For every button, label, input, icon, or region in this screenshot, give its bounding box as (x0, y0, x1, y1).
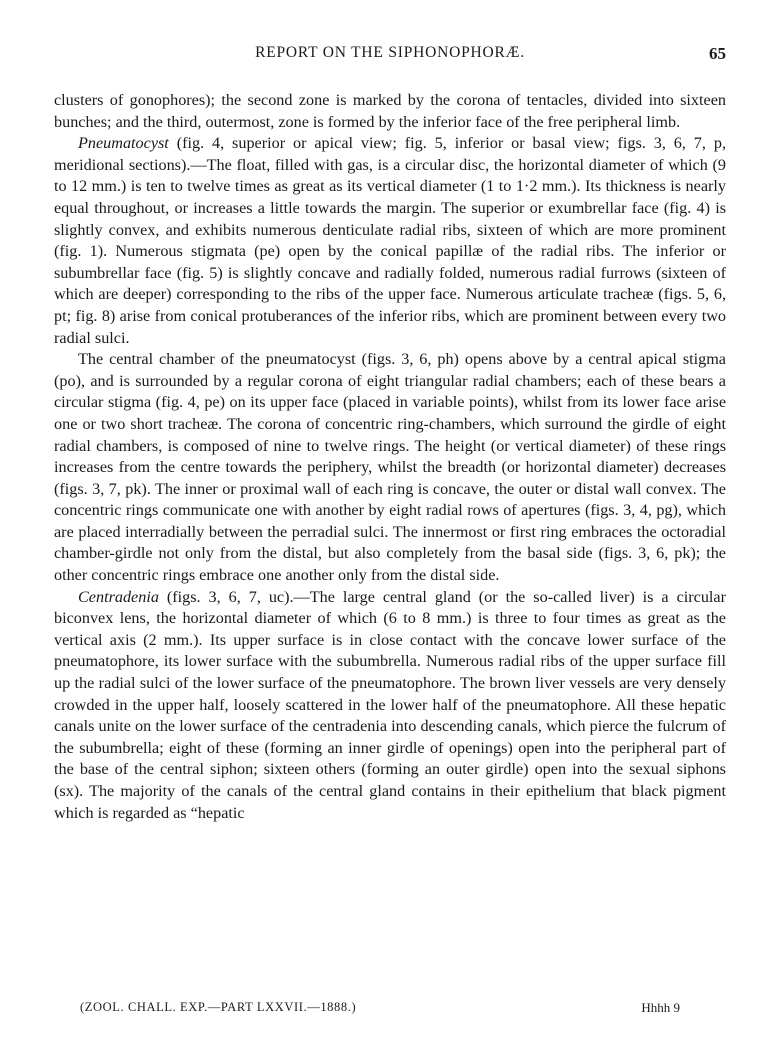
paragraph-text: clusters of gonophores); the second zone is marked by the corona of tentacles, divided into sixteen bunches; and the third, outermost, zone is formed by the inferior face of the free peripheral limb. (54, 91, 726, 131)
paragraph-pneumatocyst (54, 133, 726, 349)
section-term: Centradenia (78, 587, 159, 606)
footer-citation: (ZOOL. CHALL. EXP.—PART LXXVII.—1888.) (80, 1000, 357, 1014)
paragraph-text: (figs. 3, 6, 7, uc).—The large central gland (or the so-called liver) is a circular biconvex lens, the horizontal diameter of which (6 to 8 mm.) is three to four times as great as the vertical axis (2 mm.). Its upper surface is in close contact with the concave lower surface of the pneumatophore, its lower surface with the subumbrella. Numerous radial ribs of the upper surface fill up the radial sulci of the lower surface of the pneumatophore. The brown liver vessels are very densely crowded in the upper half, loosely scattered in the lower half of the pneumatophore. All these hepatic canals unite on the lower surface of the centradenia into descending canals, which pierce the fulcrum of the subumbrella; eight of these (forming an inner girdle of openings) open into the peripheral part of the base of the central siphon; sixteen others (forming an outer girdle) open into the sexual siphons (sx). The majority of the canals of the central gland contains in their epithelium that black pigment which is regarded as “hepatic (54, 587, 726, 822)
body-text (54, 90, 726, 824)
paragraph-centradenia (54, 587, 726, 825)
signature-mark: Hhhh 9 (641, 1000, 680, 1015)
page-number: 65 (709, 44, 726, 63)
paragraph-continuation (54, 90, 726, 133)
paragraph-text: The central chamber of the pneumatocyst (figs. 3, 6, ph) opens above by a central apical stigma (po), and is surrounded by a regular corona of eight triangular radial chambers; each of these bears a circular stigma (fig. 4, pe) on its upper face (placed in variable points), whilst from its lower face arise one or two short tracheæ. The corona of concentric ring-chambers, which surround the girdle of eight radial chambers, is composed of nine to twelve rings. The height (or vertical diameter) of these rings increases from the centre towards the periphery, whilst the breadth (or horizontal diameter) decreases (figs. 3, 7, pk). The inner or proximal wall of each ring is concave, the outer or distal wall convex. The concentric rings communicate one with another by eight radial rows of apertures (figs. 3, 4, pg), which are placed interradially between the perradial sulci. The innermost or first ring embraces the octoradial chamber-girdle not only from the distal, but also completely from the basal side (figs. 3, 6, pk); the other concentric rings embrace one another only from the distal side. (54, 350, 726, 585)
page-footer (80, 1000, 680, 1020)
running-head: REPORT ON THE SIPHONOPHORÆ. (255, 44, 525, 61)
section-term: Pneumatocyst (78, 134, 169, 153)
page-header (54, 44, 726, 74)
paragraph-text: (fig. 4, superior or apical view; fig. 5, inferior or basal view; figs. 3, 6, 7, p, meridional sections).—The float, filled with gas, is a circular disc, the horizontal diameter of which (9 to 12 mm.) is ten to twelve times as great as its vertical diameter (1 to 1·2 mm.). Its thickness is nearly equal throughout, or increases a little towards the margin. The superior or exumbrellar face (fig. 4) is slightly convex, and exhibits numerous denticulate radial ribs, sixteen of which are more prominent (fig. 1). Numerous stigmata (pe) open by the conical papillæ of the radial ribs. The inferior or subumbrellar face (fig. 5) is slightly concave and radially folded, numerous radial furrows (sixteen of which are deeper) corresponding to the ribs of the upper face. Numerous articulate tracheæ (figs. 5, 6, pt; fig. 8) arise from conical protuberances of the inferior ribs, which are prominent between every two radial sulci. (54, 134, 726, 347)
paragraph-central-chamber (54, 349, 726, 587)
